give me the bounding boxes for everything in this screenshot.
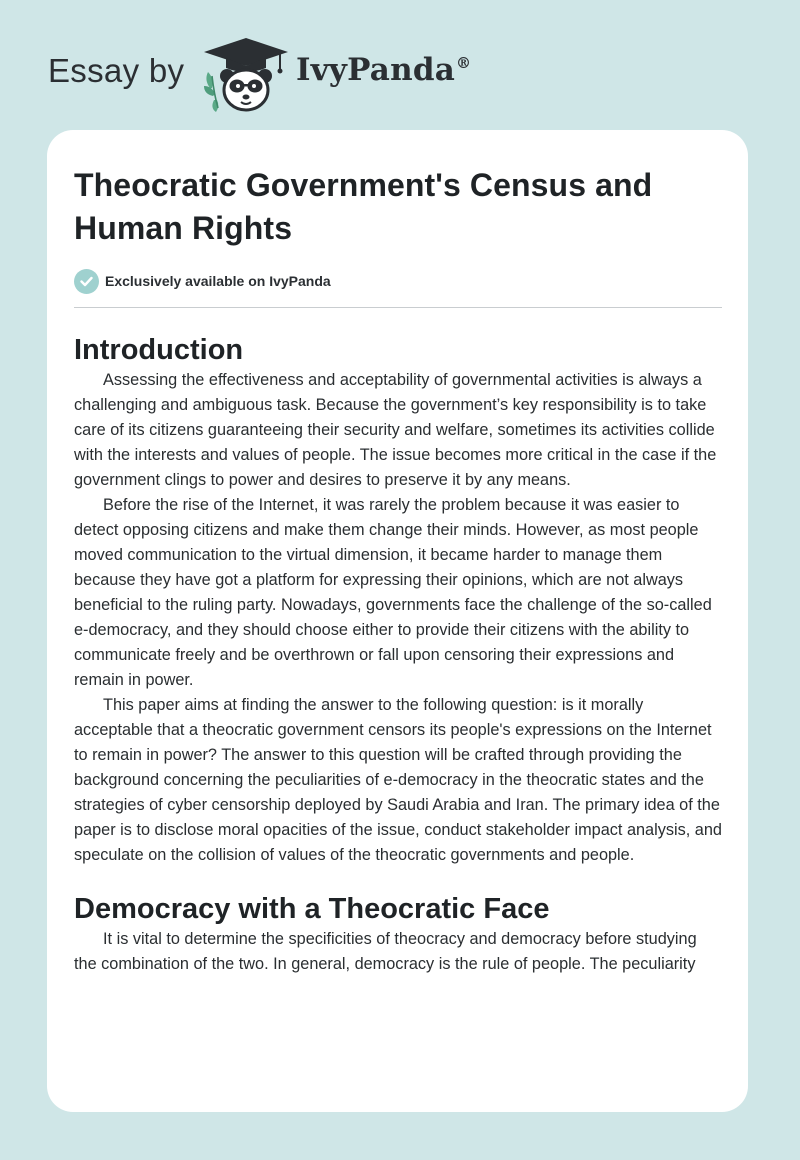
- brand-name: IvyPanda: [296, 52, 455, 88]
- paragraph: It is vital to determine the specificities of theocracy and democracy before studying the combination of the two. In general, democracy is the rule of people. The peculiarity: [74, 930, 697, 973]
- paragraph: Before the rise of the Internet, it was rarely the problem because it was easier to detect opposing citizens and make them change their minds. However, as most people moved communication to the virtual dimension, it became harder to manage them because they have got a platform for expressing their opinions, which are not always beneficial to the ruling party. Nowadays, governments face the challenge of the so-called e-democracy, and they should choose either to provide their citizens with the ability to communicate freely and be overthrown or fall upon censoring their expressions and remain in power.: [74, 496, 712, 689]
- registered-mark: ®: [456, 54, 472, 72]
- section-heading-introduction: Introduction: [74, 334, 244, 366]
- paragraph: This paper aims at finding the answer to the following question: is it morally acceptable that a theocratic government censors its people's expressions on the Internet to remain in power? The answer to this question will be crafted through providing the background concerning the peculiarities of e-democracy in the theocratic states and the strategies of cyber censorship deployed by Saudi Arabia and Iran. The primary idea of the paper is to disclose moral opacities of the issue, conduct stakeholder impact analysis, and speculate on the collision of values of the theocratic governments and people.: [74, 696, 722, 864]
- page-title: Theocratic Government's Census and Human Rights: [74, 167, 653, 246]
- exclusive-badge: [74, 268, 722, 294]
- essay-card: [47, 130, 748, 1112]
- divider: [74, 307, 722, 308]
- essay-by-label: Essay by: [48, 52, 185, 89]
- section-heading-democracy: Democracy with a Theocratic Face: [74, 893, 550, 925]
- site-header: [0, 0, 800, 120]
- brand-logo-text[interactable]: [296, 52, 471, 88]
- check-icon: [74, 269, 99, 294]
- panda-graduate-icon[interactable]: [200, 36, 292, 112]
- leaf-icon: [204, 72, 218, 112]
- paragraph: Assessing the effectiveness and acceptability of governmental activities is always a challenging and ambiguous task. Because the government’s key responsibility is to take care of its citizens guaranteeing their security and welfare, sometimes its activities collide with the interests and values of people. The issue becomes more critical in the case if the government clings to power and desires to preserve it by any means.: [74, 371, 717, 489]
- essay-content: [74, 130, 722, 977]
- exclusive-label: Exclusively available on IvyPanda: [105, 273, 331, 289]
